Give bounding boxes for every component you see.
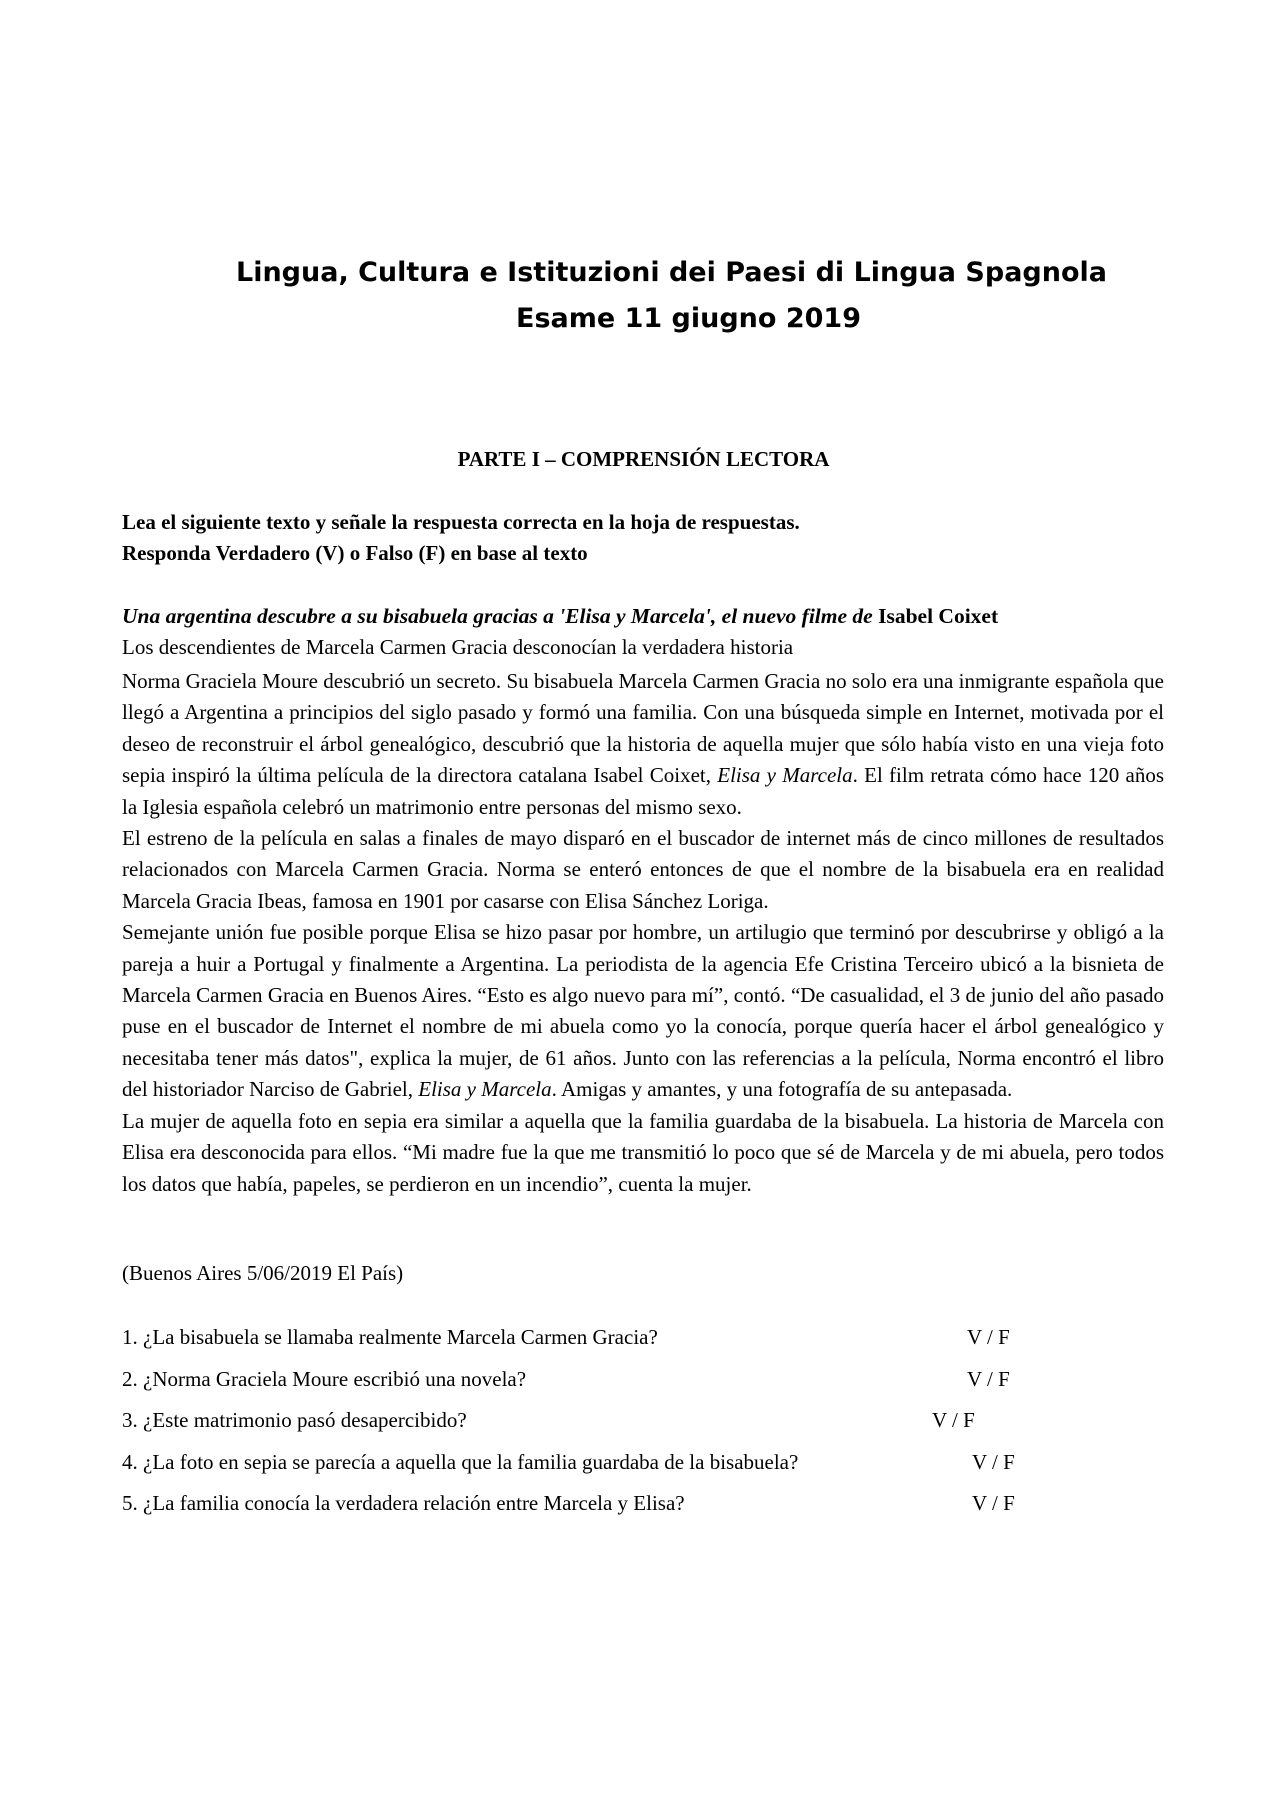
question-5: 5. ¿La familia conocía la verdadera relación entre Marcela y Elisa? [122,1491,685,1515]
question-4: 4. ¿La foto en sepia se parecía a aquella que la familia guardaba de la bisabuela? [122,1450,799,1474]
article-subtitle: Los descendientes de Marcela Carmen Gracia desconocían la verdadera historia [122,635,794,659]
answer-options-3: V / F [932,1408,975,1432]
article-title [122,604,998,629]
article-paragraph-1: Norma Graciela Moure descubrió un secreto. Su bisabuela Marcela Carmen Gracia no solo era una inmigrante española que llegó a Argentina a principios del siglo pasado y formó una familia. Con una búsqueda simple en Internet, motivada por el deseo de reconstruir el árbol genealógico, descubrió que la historia de aquella mujer que sólo había visto en una vieja foto sepia inspiró la última película de la directora catalana Isabel Coixet, Elisa y Marcela. El film retrata cómo hace 120 años la Iglesia española celebró un matrimonio entre personas del mismo sexo. [122,669,1165,819]
article-source: (Buenos Aires 5/06/2019 El País) [122,1261,404,1285]
film-title: Elisa y Marcela [717,763,853,788]
section-heading: PARTE I – COMPRENSIÓN LECTORA [457,447,830,471]
instruction-line-2: Responda Verdadero (V) o Falso (F) en base al texto [122,541,588,565]
answer-options-2: V / F [967,1367,1010,1391]
answer-options-5: V / F [972,1491,1015,1515]
exam-date-title: Esame 11 giugno 2019 [516,303,862,334]
question-1: 1. ¿La bisabuela se llamaba realmente Marcela Carmen Gracia? [122,1325,658,1349]
question-2: 2. ¿Norma Graciela Moure escribió una novela? [122,1367,527,1391]
article-body [122,666,1164,1200]
answer-options-1: V / F [967,1325,1010,1349]
article-paragraph-4: La mujer de aquella foto en sepia era similar a aquella que la familia guardaba de la bisabuela. La historia de Marcela con Elisa era desconocida para ellos. “Mi madre fue la que me transmitió lo poco que sé de Marcela y de mi abuela, pero todos los datos que había, papeles, se perdieron en un incendio”, cuenta la mujer. [122,1108,1164,1196]
answer-options-4: V / F [972,1450,1015,1474]
instruction-line-1: Lea el siguiente texto y señale la respuesta correcta en la hoja de respuestas. [122,510,800,534]
document-title: Lingua, Cultura e Istituzioni dei Paesi di Lingua Spagnola [236,257,1107,288]
book-title: Elisa y Marcela [418,1077,552,1102]
article-title-author: Isabel Coixet [878,604,999,628]
article-paragraph-3: Semejante unión fue posible porque Elisa se hizo pasar por hombre, un artilugio que terminó por descubrirse y obligó a la pareja a huir a Portugal y finalmente a Argentina. La periodista de la agencia Efe Cristina Terceiro ubicó a la bisnieta de Marcela Carmen Gracia en Buenos Aires. “Esto es algo nuevo para mí”, contó. “De casualidad, el 3 de junio del año pasado puse en el buscador de Internet el nombre de mi abuela como yo la conocía, porque quería hacer el árbol genealógico y necesitaba tener más datos", explica la mujer, de 61 años. Junto con las referencias a la película, Norma encontró el libro del historiador Narciso de Gabriel, Elisa y Marcela. Amigas y amantes, y una fotografía de su antepasada. [122,920,1164,1102]
article-paragraph-2: El estreno de la película en salas a finales de mayo disparó en el buscador de internet más de cinco millones de resultados relacionados con Marcela Carmen Gracia. Norma se enteró entonces de que el nombre de la bisabuela era en realidad Marcela Gracia Ibeas, famosa en 1901 por casarse con Elisa Sánchez Loriga. [122,826,1164,913]
article-title-italic: Una argentina descubre a su bisabuela gracias a 'Elisa y Marcela', el nuevo filme de [122,604,873,628]
question-3: 3. ¿Este matrimonio pasó desapercibido? [122,1408,467,1432]
